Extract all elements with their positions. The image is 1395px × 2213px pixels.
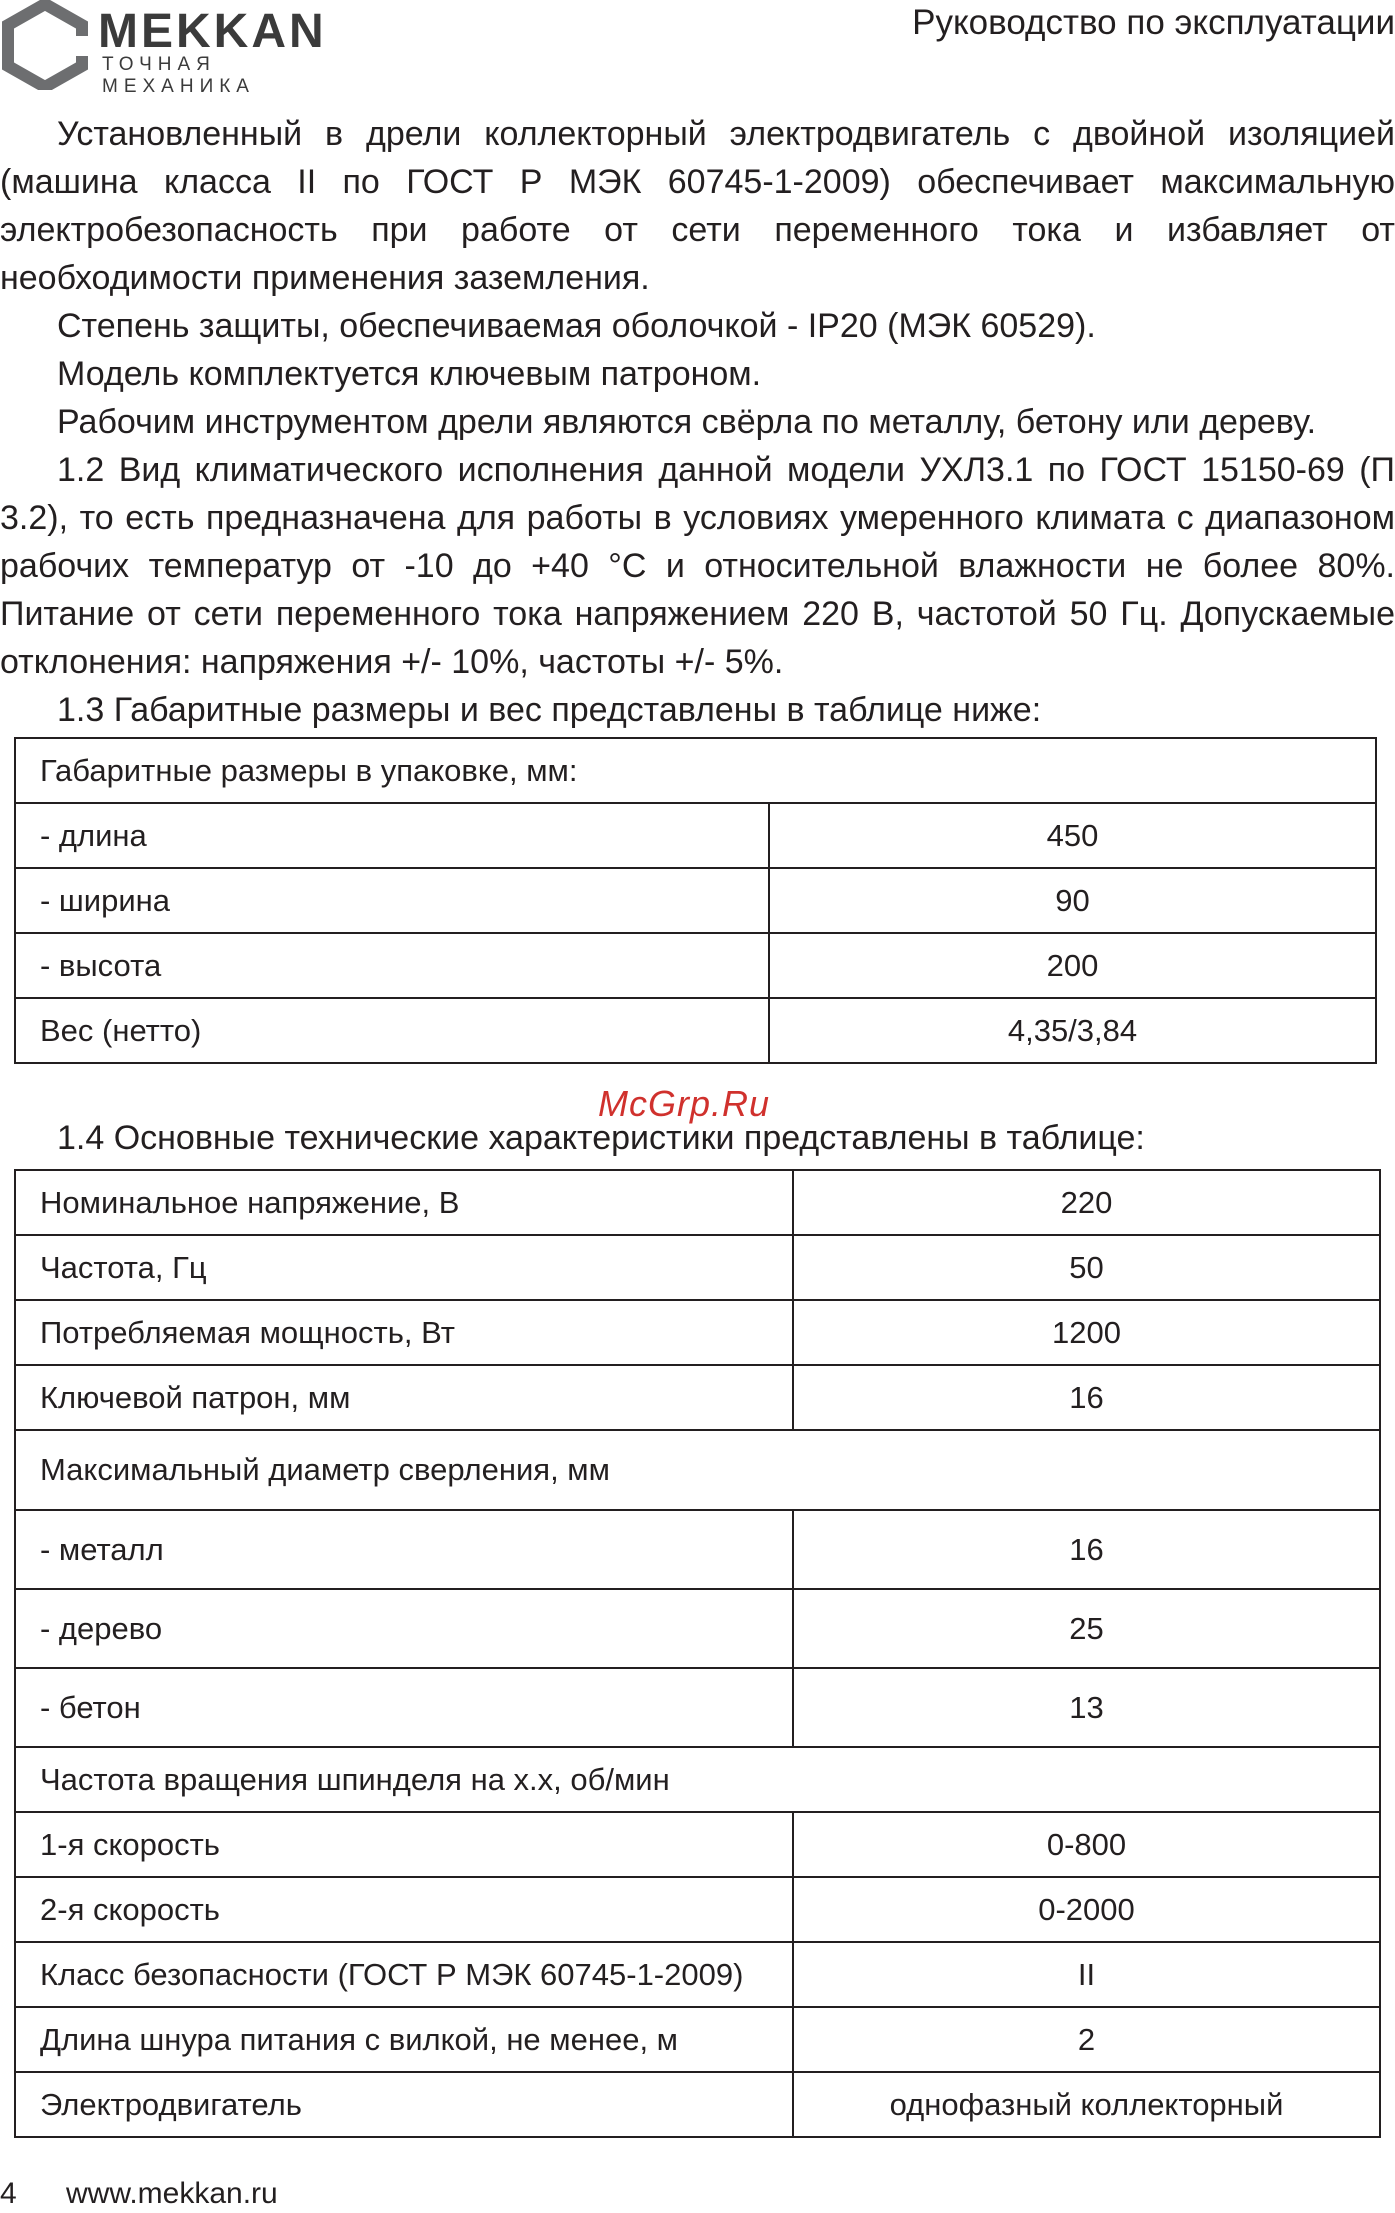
watermark: McGrp.Ru xyxy=(598,1083,771,1124)
row-value: 4,35/3,84 xyxy=(769,998,1376,1063)
hexagon-logo-icon xyxy=(0,0,90,90)
row-label: - длина xyxy=(15,803,769,868)
page-footer xyxy=(0,2176,278,2212)
table-row xyxy=(15,1812,1380,1877)
table-row xyxy=(15,2007,1380,2072)
table-row xyxy=(15,738,1376,803)
row-label: - металл xyxy=(15,1510,793,1589)
row-value: 220 xyxy=(793,1170,1380,1235)
dimensions-header: Габаритные размеры в упаковке, мм: xyxy=(15,738,1376,803)
row-label: Вес (нетто) xyxy=(15,998,769,1063)
table-row xyxy=(15,1942,1380,2007)
paragraph-tools: Рабочим инструментом дрели являются свёрла по металлу, бетону или дереву. xyxy=(57,403,1317,441)
paragraph-dimensions-caption: 1.3 Габаритные размеры и вес представлены в таблице ниже: xyxy=(57,691,1042,729)
row-label: Ключевой патрон, мм xyxy=(15,1365,793,1430)
row-value: 50 xyxy=(793,1235,1380,1300)
table-row xyxy=(15,933,1376,998)
brand-subtitle: ТОЧНАЯ МЕХАНИКА xyxy=(102,54,255,97)
paragraph-insulation: Установленный в дрели коллекторный электродвигатель с двойной изоляцией (машина класса II по ГОСТ Р МЭК 60745-1-2009) обеспечивает максимальную электробезопасность при работе от сети переменного тока и избавляет от необходимости применения заземления. xyxy=(0,115,1395,297)
row-label: - ширина xyxy=(15,868,769,933)
paragraph-chuck: Модель комплектуется ключевым патроном. xyxy=(57,355,762,393)
row-label: - высота xyxy=(15,933,769,998)
row-label: 2-я скорость xyxy=(15,1877,793,1942)
specifications-table xyxy=(14,1169,1381,2138)
row-label: Потребляемая мощность, Вт xyxy=(15,1300,793,1365)
row-value: однофазный коллекторный xyxy=(793,2072,1380,2137)
paragraph-protection: Степень защиты, обеспечиваемая оболочкой - IP20 (МЭК 60529). xyxy=(57,307,1096,345)
table-row xyxy=(15,1170,1380,1235)
intro-text xyxy=(0,110,1395,734)
section-spindle-speed: Частота вращения шпинделя на х.х, об/мин xyxy=(15,1747,1380,1812)
section-drill-diameter: Максимальный диаметр сверления, мм xyxy=(15,1430,1380,1510)
document-title: Руководство по эксплуатации xyxy=(912,3,1395,42)
row-label: Длина шнура питания с вилкой, не менее, м xyxy=(15,2007,793,2072)
row-label: Электродвигатель xyxy=(15,2072,793,2137)
table-row xyxy=(15,1510,1380,1589)
table-row xyxy=(15,1430,1380,1510)
website-link[interactable]: www.mekkan.ru xyxy=(66,2177,278,2210)
dimensions-table xyxy=(14,737,1377,1064)
row-value: 200 xyxy=(769,933,1376,998)
specs-caption: 1.4 Основные технические характеристики представлены в таблице: xyxy=(57,1119,1145,1157)
table-row xyxy=(15,1747,1380,1812)
table-row xyxy=(15,1235,1380,1300)
page-number: 4 xyxy=(0,2177,17,2210)
table-row xyxy=(15,1589,1380,1668)
brand-logo xyxy=(0,0,340,97)
table-row xyxy=(15,1300,1380,1365)
row-value: 16 xyxy=(793,1365,1380,1430)
table-row xyxy=(15,1365,1380,1430)
row-value: 25 xyxy=(793,1589,1380,1668)
row-label: Номинальное напряжение, В xyxy=(15,1170,793,1235)
paragraph-climate: 1.2 Вид климатического исполнения данной модели УХЛ3.1 по ГОСТ 15150-69 (П 3.2), то есть предназначена для работы в условиях умеренного климата с диапазоном рабочих температур от -10 до +40 °С и относительной влажности не более 80%. Питание от сети переменного тока напряжением 220 В, частотой 50 Гц. Допускаемые отклонения: напряжения +/- 10%, частоты +/- 5%. xyxy=(0,451,1395,681)
row-value: 1200 xyxy=(793,1300,1380,1365)
row-value: 16 xyxy=(793,1510,1380,1589)
row-value: 90 xyxy=(769,868,1376,933)
row-label: - дерево xyxy=(15,1589,793,1668)
table-row xyxy=(15,2072,1380,2137)
row-value: 2 xyxy=(793,2007,1380,2072)
row-value: 0-2000 xyxy=(793,1877,1380,1942)
brand-name: MEKKAN xyxy=(98,5,327,58)
row-label: 1-я скорость xyxy=(15,1812,793,1877)
row-label: - бетон xyxy=(15,1668,793,1747)
table-row xyxy=(15,868,1376,933)
table-row xyxy=(15,1668,1380,1747)
row-label: Частота, Гц xyxy=(15,1235,793,1300)
row-value: 13 xyxy=(793,1668,1380,1747)
table-row xyxy=(15,998,1376,1063)
row-value: 0-800 xyxy=(793,1812,1380,1877)
table-row xyxy=(15,803,1376,868)
row-label: Класс безопасности (ГОСТ Р МЭК 60745-1-2009) xyxy=(15,1942,793,2007)
table-row xyxy=(15,1877,1380,1942)
row-value: 450 xyxy=(769,803,1376,868)
row-value: II xyxy=(793,1942,1380,2007)
